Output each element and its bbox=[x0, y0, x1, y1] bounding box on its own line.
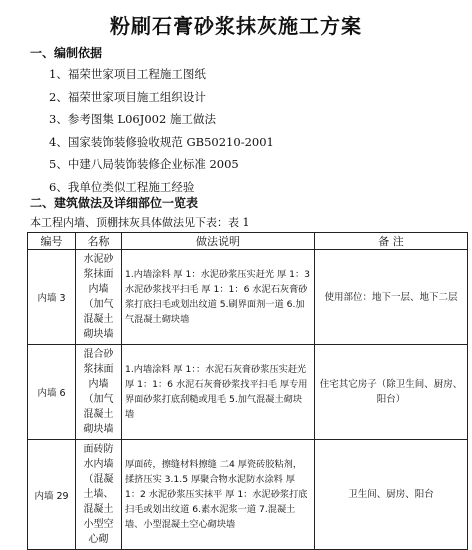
row-note: 卫生间、厨房、阳台 bbox=[315, 440, 468, 550]
row-note: 住宅其它房子（除卫生间、厨房、阳台） bbox=[315, 345, 468, 440]
table-row bbox=[28, 250, 468, 345]
reference-item: 5、中建八局装饰装修企业标准 2005 bbox=[49, 157, 239, 171]
row-note: 使用部位：地下一层、地下二层 bbox=[315, 250, 468, 345]
row-number: 内墙 6 bbox=[28, 345, 76, 440]
reference-item: 2、福荣世家项目施工组织设计 bbox=[49, 89, 206, 104]
row-method: 厚面砖，擦缝材料擦缝 二4 厚瓷砖胶粘剂，揉挤压实 3.1.5 厚聚合物水泥防水涂料 厚 1：2 水泥砂浆压实抹平 厚 1：水泥砂浆打底扫毛或划出纹道 6.素水泥浆一道 7.混凝土墙、小型混凝土空心砌块墙 bbox=[122, 440, 315, 550]
reference-item: 3、参考图集 L06J002 施工做法 bbox=[49, 112, 216, 126]
reference-list bbox=[49, 66, 274, 201]
table-header-row bbox=[28, 233, 468, 250]
reference-item: 1、福荣世家项目工程施工图纸 bbox=[49, 67, 206, 81]
row-method: 1.内墙涂料 厚 1：水泥砂浆压实赶光 厚 1：3 水泥砂浆找平扫毛 厚 1：1：6 水泥石灰膏砂浆打底扫毛或划出纹道 5.刷界面剂一道 6.加气混凝土砌块墙 bbox=[122, 250, 315, 345]
construction-spec-table bbox=[27, 232, 468, 550]
table-row bbox=[28, 440, 468, 550]
table-intro: 本工程内墙、顶棚抹灰具体做法见下表：表 1 bbox=[30, 216, 250, 229]
row-name: 混合砂浆抹面内墙（加气混凝土砌块墙 bbox=[76, 345, 122, 440]
section-heading-details: 二、建筑做法及详细部位一览表 bbox=[30, 196, 199, 210]
reference-item: 4、国家装饰装修验收规范 GB50210-2001 bbox=[49, 134, 274, 149]
header-number: 编号 bbox=[28, 233, 76, 250]
header-name: 名称 bbox=[76, 233, 122, 250]
row-number: 内墙 3 bbox=[28, 250, 76, 345]
document-title: 粉刷石膏砂浆抹灰施工方案 bbox=[110, 14, 362, 38]
header-note: 备 注 bbox=[315, 233, 468, 250]
row-name: 面砖防水内墙（混凝土墙、混凝土小型空心砌 bbox=[76, 440, 122, 550]
row-method: 1.内墙涂料 厚 1：：水泥石灰膏砂浆压实赶光 厚 1：1：6 水泥石灰膏砂浆找平扫毛 厚专用界面砂浆打底刮糙或甩毛 5.加气混凝土砌块墙 bbox=[122, 345, 315, 440]
table-row bbox=[28, 345, 468, 440]
reference-item: 6、我单位类似工程施工经验 bbox=[49, 179, 195, 194]
row-number: 内墙 29 bbox=[28, 440, 76, 550]
row-name: 水泥砂浆抹面内墙（加气混凝土砌块墙 bbox=[76, 250, 122, 345]
section-heading-basis: 一、编制依据 bbox=[30, 46, 103, 60]
header-method: 做法说明 bbox=[122, 233, 315, 250]
